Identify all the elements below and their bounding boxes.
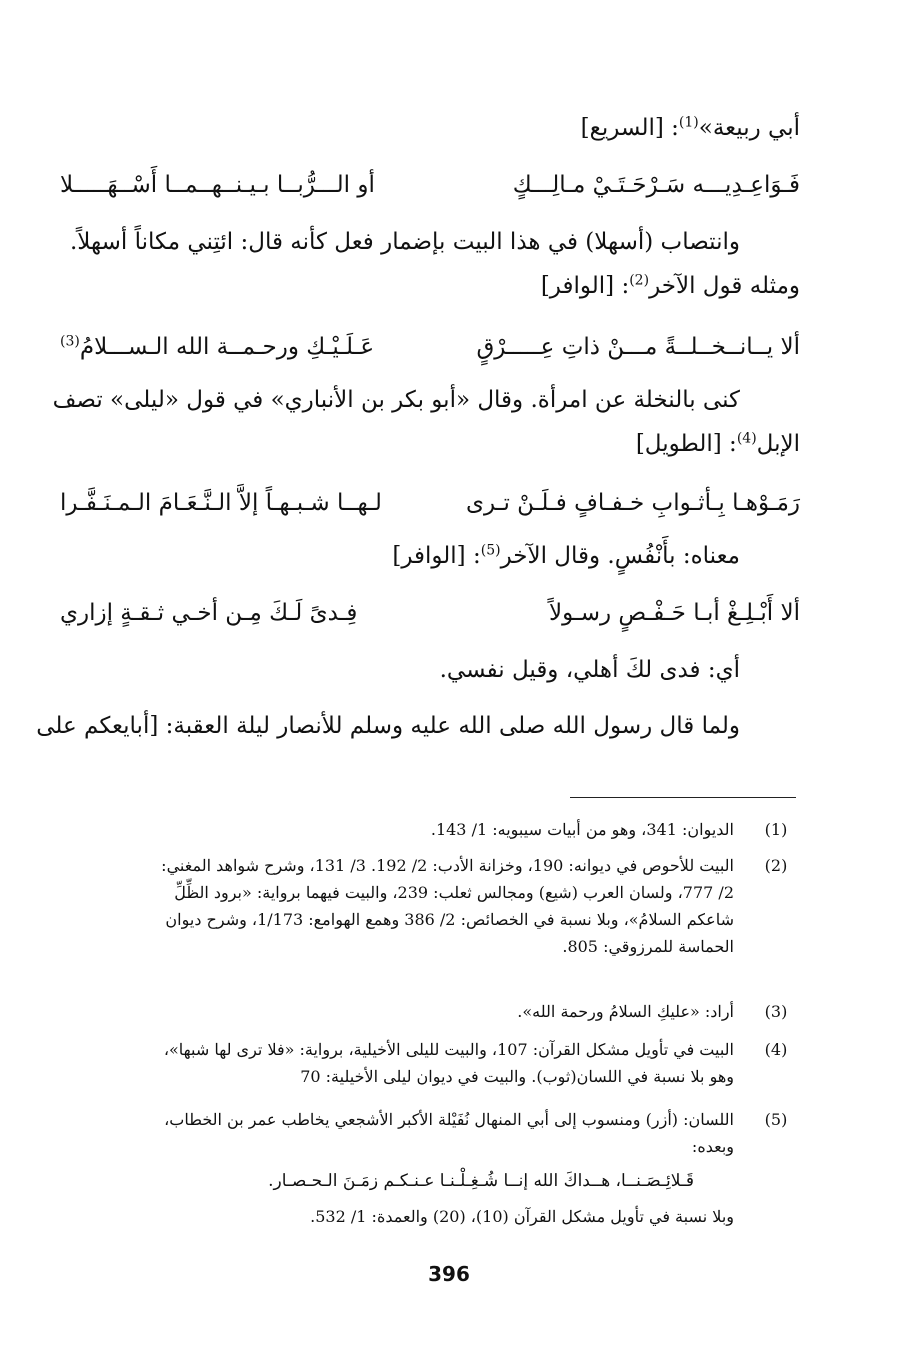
footnote-body — [60, 816, 734, 843]
text-line — [60, 112, 800, 144]
footnote-line: أراد: «عليكِ السلامُ ورحمة الله». — [517, 1002, 734, 1021]
poetry-verse — [60, 486, 800, 520]
footnote-number: (4) — [764, 1040, 788, 1059]
footnote-body — [60, 852, 734, 960]
footnote-line: وبعده: — [691, 1137, 734, 1156]
page-number: 396 — [428, 1262, 470, 1286]
footnote — [60, 852, 796, 960]
footnote-number: (1) — [764, 820, 788, 839]
text-span: عَـلَـيْـكِ ورحـمــة الله الـســـلامُ — [79, 334, 375, 360]
text-span: أبي ربيعة» — [698, 115, 800, 141]
footnote-ref[interactable]: (4) — [736, 430, 757, 447]
text-span: ومثله قول الآخر — [649, 273, 800, 299]
footnote-body — [60, 1036, 734, 1090]
poetry-verse — [60, 168, 800, 202]
verse-second-hemistich: لـهــا شـبـهـاً إلاَّ الـنَّـعَـامَ الـمـنَـفَّـرا — [60, 490, 382, 516]
verse-second-hemistich: فِـدىً لَـكَ مِـن أخـي ثـقـةٍ إزاري — [60, 600, 358, 626]
text-span: معناه: بأَنْفُسٍ. وقال الآخر — [500, 543, 740, 569]
footnote-verse: قَـلائِـصَـنــا، هــداكَ الله إنــا شُـغِـلْـنـا عـنـكـم زمَـنَ الـحـصـار. — [268, 1171, 694, 1191]
footnote-ref[interactable]: (1) — [678, 114, 699, 131]
footnote-line: اللسان: (أزر) ومنسوب إلى أبي المنهال نُفَيْلة الأكبر الأشجعي يخاطب عمر بن الخطاب، — [164, 1110, 734, 1129]
footnote — [60, 816, 796, 843]
footnote-line: شاعكم السلامُ»، وبلا نسبة في الخصائص: 2/ 386 وهمع الهوامع: 1/173، وشرح ديوان — [165, 910, 734, 929]
footnote-line: الديوان: 341، وهو من أبيات سيبويه: 1/ 143. — [430, 820, 734, 839]
meter-label: : [الوافر] — [540, 273, 630, 299]
text-line: كنى بالنخلة عن امرأة. وقال «أبو بكر بن الأنباري» في قول «ليلى» تصف — [52, 387, 740, 413]
footnote-line: البيت في تأويل مشكل القرآن: 107، والبيت لليلى الأخيلية، برواية: «فلا ترى لها شبها»، — [163, 1040, 734, 1059]
meter-label: : [الطويل] — [635, 431, 737, 457]
text-line: أي: فدى لكَ أهلي، وقيل نفسي. — [439, 657, 740, 683]
text-line: ولما قال رسول الله صلى الله عليه وسلم للأنصار ليلة العقبة: [أبايعكم على — [36, 713, 740, 739]
footnote-ref[interactable]: (5) — [480, 542, 501, 559]
meter-label: : [السريع] — [580, 115, 679, 141]
poetry-verse — [60, 330, 800, 364]
verse-second-hemistich: أو الـــرُّبــا بـيـنــهــمــا أَسْــهَـــــلا — [60, 172, 375, 198]
meter-label: : [الوافر] — [392, 543, 481, 569]
footnote-ref[interactable]: (3) — [60, 333, 80, 350]
footnote-body — [60, 998, 734, 1025]
footnote — [60, 1036, 796, 1090]
footnote-ref[interactable]: (2) — [629, 272, 650, 289]
footnote-line: 2/ 777، ولسان العرب (شيع) ومجالس ثعلب: 239، والبيت فيهما برواية: «برود الظِّلِّ — [174, 883, 734, 902]
text-line: وانتصاب (أسهلا) في هذا البيت بإضمار فعل كأنه قال: ائتِني مكاناً أسهلاً. — [69, 229, 740, 255]
verse-first-hemistich: فَـوَاعِـدِيـــه سَـرْحَـتَـيْ مـالِـــكٍ — [512, 172, 800, 198]
verse-first-hemistich: ألا يــانــخــلــةً مـــنْ ذاتِ عِـــــرْقٍ — [476, 334, 800, 360]
footnote-line: البيت للأحوص في ديوانه: 190، وخزانة الأدب: 2/ 192. 3/ 131، وشرح شواهد المغني: — [161, 856, 734, 875]
footnote — [60, 998, 796, 1025]
text-line — [60, 540, 800, 572]
footnote-body — [60, 1106, 734, 1230]
verse-first-hemistich: رَمَـوْهـا بِـأثـوابِ خـفـافٍ فـلَـنْ تـرى — [466, 490, 800, 516]
footnote-number: (2) — [764, 856, 788, 875]
text-line — [60, 270, 800, 302]
footnote-line: وهو بلا نسبة في اللسان(ثوب). والبيت في ديوان ليلى الأخيلية: 70 — [300, 1067, 734, 1086]
poetry-verse — [60, 596, 800, 630]
text-span: الإبل — [756, 431, 800, 457]
footnote-divider — [570, 797, 796, 798]
footnote-line: الحماسة للمرزوقي: 805. — [562, 937, 734, 956]
verse-first-hemistich: ألا أَبْـلِـغْ أبـا حَـفْـصٍ رسـولاً — [548, 600, 800, 626]
verse-second-hemistich — [60, 330, 374, 364]
footnote-number: (5) — [764, 1110, 788, 1129]
text-line — [60, 428, 800, 460]
footnote — [60, 1106, 796, 1230]
footnote-line: وبلا نسبة في تأويل مشكل القرآن (10)، (20) والعمدة: 1/ 532. — [310, 1207, 734, 1226]
footnote-number: (3) — [764, 1002, 788, 1021]
